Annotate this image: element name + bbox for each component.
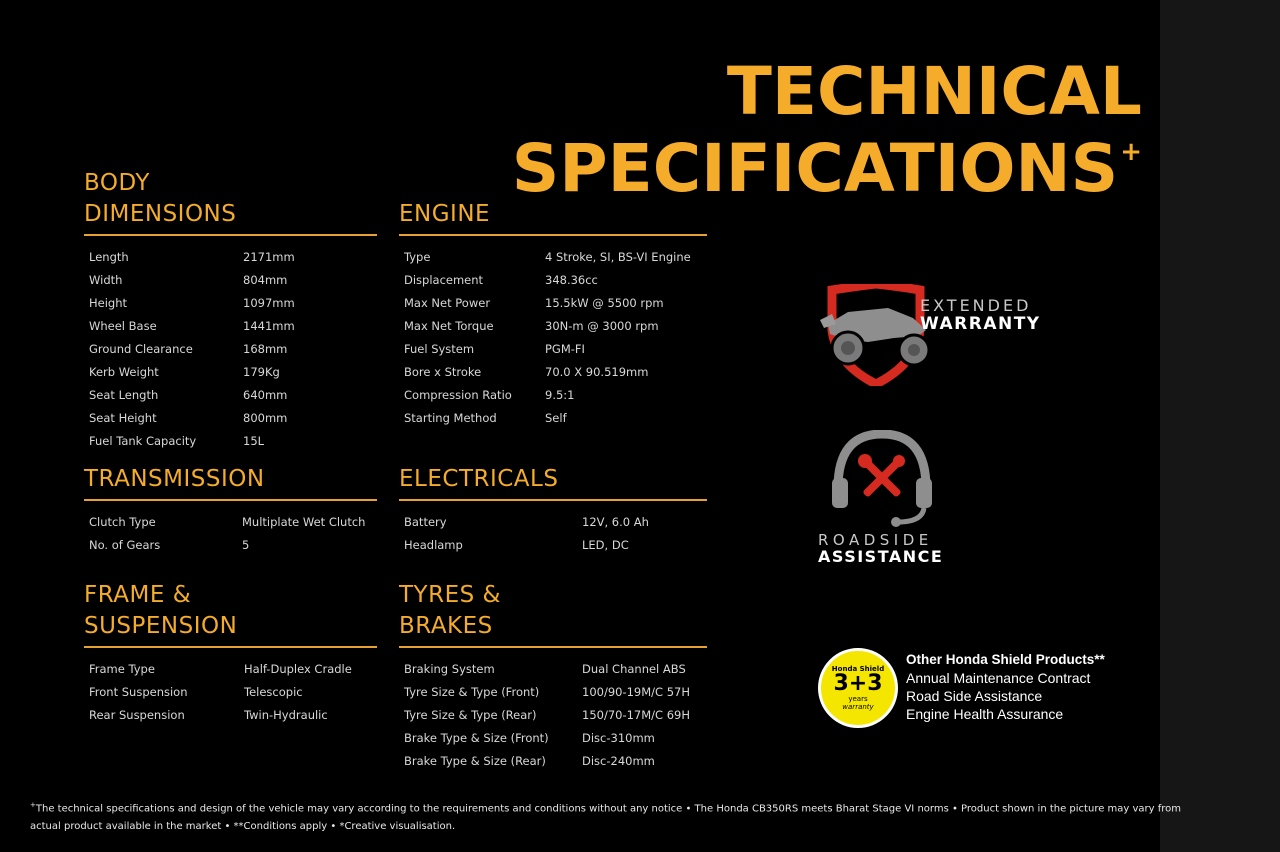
footnote-line-1-text: The technical specifications and design of the vehicle may vary according to the requirements and conditions without any notice • The Honda CB350RS meets Bharat Stage VI norms • Product shown in the picture may vary from: [35, 803, 1182, 815]
spec-value: Multiplate Wet Clutch: [242, 515, 366, 529]
section-heading: [84, 580, 377, 648]
spec-label: Braking System: [404, 662, 495, 676]
spec-label: Brake Type & Size (Rear): [404, 754, 546, 768]
footnote-line-2: actual product available in the market • **Conditions apply • *Creative visualisation.: [30, 821, 456, 833]
spec-row: [84, 704, 377, 727]
section-heading: [399, 168, 707, 236]
footnote: [30, 796, 1190, 836]
section-engine: [399, 168, 707, 430]
spec-label: Max Net Torque: [404, 319, 494, 333]
spec-value: 12V, 6.0 Ah: [582, 515, 649, 529]
spec-value: LED, DC: [582, 538, 629, 552]
spec-label: Kerb Weight: [89, 365, 159, 379]
roadside-line-1: ROADSIDE: [818, 531, 933, 549]
spec-label: Starting Method: [404, 411, 497, 425]
spec-value: Self: [545, 411, 567, 425]
spec-row: [84, 292, 377, 315]
spec-row: [84, 269, 377, 292]
spec-value: 150/70-17M/C 69H: [582, 708, 691, 722]
heading-line-2: DIMENSIONS: [84, 201, 237, 227]
spec-value: Disc-240mm: [582, 754, 655, 768]
spec-rows: [84, 658, 377, 727]
section-heading: [399, 580, 707, 648]
spec-row: [84, 338, 377, 361]
spec-label: Frame Type: [89, 662, 155, 676]
spec-value: 15.5kW @ 5500 rpm: [545, 296, 664, 310]
right-edge-panel: [1160, 0, 1280, 852]
spec-label: Tyre Size & Type (Rear): [404, 708, 537, 722]
heading-line-1: TYRES &: [399, 582, 501, 608]
list-item: Annual Maintenance Contract: [906, 670, 1091, 686]
roadside-line-2: ASSISTANCE: [818, 547, 944, 566]
spec-label: Rear Suspension: [89, 708, 185, 722]
section-transmission: [84, 464, 377, 557]
spec-row: [84, 246, 377, 269]
spec-label: Type: [404, 250, 431, 264]
spec-row: [84, 511, 377, 534]
spec-value: 168mm: [243, 342, 288, 356]
list-item: Engine Health Assurance: [906, 706, 1064, 722]
spec-row: [399, 338, 707, 361]
spec-label: Seat Height: [89, 411, 157, 425]
spec-row: [84, 534, 377, 557]
spec-value: 70.0 X 90.519mm: [545, 365, 649, 379]
honda-shield-badge: [818, 648, 898, 728]
section-tyres-brakes: [399, 580, 707, 773]
section-electricals: [399, 464, 707, 557]
warranty-line-1: EXTENDED: [920, 296, 1032, 315]
spec-label: Fuel Tank Capacity: [89, 434, 197, 448]
section-frame-suspension: [84, 580, 377, 727]
section-heading: [399, 464, 707, 501]
spec-row: [399, 681, 707, 704]
footnote-line-1: [30, 796, 1190, 818]
heading-line: ELECTRICALS: [399, 466, 559, 492]
heading-line-1: BODY: [84, 170, 150, 196]
section-heading: [84, 168, 377, 236]
spec-label: Battery: [404, 515, 447, 529]
heading-line-2: SUSPENSION: [84, 613, 238, 639]
spec-rows: [84, 246, 377, 453]
spec-value: Telescopic: [244, 685, 303, 699]
heading-line: TRANSMISSION: [84, 466, 265, 492]
spec-row: [399, 534, 707, 557]
spec-value: 804mm: [243, 273, 288, 287]
spec-label: Headlamp: [404, 538, 463, 552]
spec-row: [399, 511, 707, 534]
spec-value: 640mm: [243, 388, 288, 402]
spec-row: [399, 704, 707, 727]
headset-tools-icon: [818, 430, 952, 566]
spec-row: [399, 269, 707, 292]
spec-value: 800mm: [243, 411, 288, 425]
spec-value: 15L: [243, 434, 265, 448]
warranty-line-2: WARRANTY: [920, 314, 1041, 334]
spec-label: Width: [89, 273, 123, 287]
spec-label: Max Net Power: [404, 296, 491, 310]
section-heading: [84, 464, 377, 501]
spec-row: [399, 407, 707, 430]
spec-value: 30N-m @ 3000 rpm: [545, 319, 659, 333]
spec-label: Bore x Stroke: [404, 365, 482, 379]
spec-value: 100/90-19M/C 57H: [582, 685, 691, 699]
spec-row: [84, 658, 377, 681]
spec-rows: [399, 246, 707, 430]
spec-value: Disc-310mm: [582, 731, 655, 745]
badge-years-text: years: [848, 695, 868, 703]
spec-value: 5: [242, 538, 250, 552]
spec-row: [84, 430, 377, 453]
spec-label: Height: [89, 296, 128, 310]
spec-rows: [399, 511, 707, 557]
spec-row: [84, 315, 377, 338]
heading-line-2: BRAKES: [399, 613, 493, 639]
title-line-2-text: SPECIFICATIONS: [511, 130, 1119, 207]
spec-label: Compression Ratio: [404, 388, 512, 402]
title-mark: +: [1120, 137, 1142, 167]
badge-main-text: 3+3: [833, 671, 883, 696]
spec-row: [399, 361, 707, 384]
spec-value: Half-Duplex Cradle: [244, 662, 352, 676]
spec-label: Fuel System: [404, 342, 475, 356]
spec-value: Dual Channel ABS: [582, 662, 686, 676]
spec-row: [399, 750, 707, 773]
spec-row: [84, 384, 377, 407]
spec-label: Clutch Type: [89, 515, 156, 529]
spec-row: [399, 246, 707, 269]
section-body-dimensions: [84, 168, 377, 453]
spec-value: 1097mm: [243, 296, 295, 310]
spec-label: Brake Type & Size (Front): [404, 731, 549, 745]
spec-label: Displacement: [404, 273, 484, 287]
spec-label: Ground Clearance: [89, 342, 193, 356]
spec-row: [399, 727, 707, 750]
heading-line-1: FRAME &: [84, 582, 192, 608]
spec-rows: [399, 658, 707, 773]
other-products-heading: Other Honda Shield Products**: [906, 652, 1105, 667]
motorcycle-shield-icon: [818, 284, 1068, 386]
spec-label: No. of Gears: [89, 538, 161, 552]
spec-row: [399, 315, 707, 338]
footnote-mark: +: [30, 801, 36, 809]
badge-top-text: Honda Shield: [831, 665, 885, 673]
spec-value: 9.5:1: [545, 388, 575, 402]
spec-value: 1441mm: [243, 319, 295, 333]
other-products-list: [906, 651, 1105, 723]
extended-warranty-block: [818, 284, 1068, 390]
spec-value: 348.36cc: [545, 273, 598, 287]
badge-bottom-text: warranty: [842, 703, 874, 711]
roadside-assistance-block: [818, 430, 952, 570]
spec-row: [84, 681, 377, 704]
spec-row: [399, 384, 707, 407]
spec-value: Twin-Hydraulic: [244, 708, 328, 722]
spec-value: 4 Stroke, SI, BS-VI Engine: [545, 250, 691, 264]
spec-rows: [84, 511, 377, 557]
spec-row: [399, 292, 707, 315]
spec-row: [84, 361, 377, 384]
spec-label: Front Suspension: [89, 685, 188, 699]
spec-value: 179Kg: [243, 365, 280, 379]
heading-line: ENGINE: [399, 201, 491, 227]
spec-row: [84, 407, 377, 430]
title-line-1: TECHNICAL: [726, 53, 1142, 130]
spec-value: PGM-FI: [545, 342, 585, 356]
spec-row: [399, 658, 707, 681]
list-item: Road Side Assistance: [906, 688, 1043, 704]
spec-label: Tyre Size & Type (Front): [404, 685, 540, 699]
spec-label: Wheel Base: [89, 319, 157, 333]
spec-value: 2171mm: [243, 250, 295, 264]
spec-label: Seat Length: [89, 388, 159, 402]
spec-label: Length: [89, 250, 129, 264]
